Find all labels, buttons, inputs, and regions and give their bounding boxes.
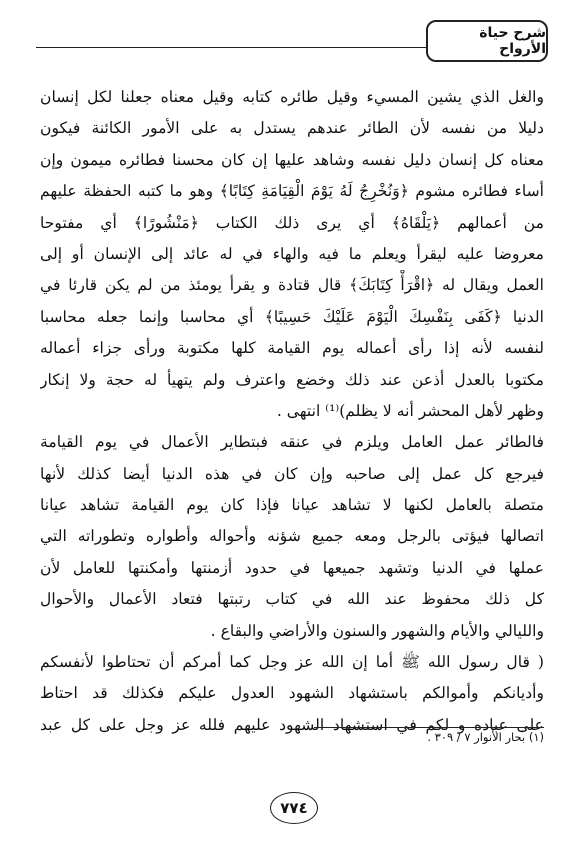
text-line: من أعمالهم ﴿يَلْقَاهُ﴾ أي يرى ذلك الكتاب ﴿مَنْشُورًا﴾ أي مفتوحا [40,213,544,232]
text-line: وظهر لأهل المحشر أنه لا يظلم)⁽¹⁾ انتهى . [276,401,544,420]
text-line: وأديانكم وأموالكم باستشهاد الشهود العدول عليكم فكذلك قد احتاط [40,684,544,703]
text-line: فيرجع كل عمل إلى صاحبه وإن كان في هذه الدنيا أيضا كذلك لأنها [40,464,544,483]
footnote: (١) بحار الأنوار ٧ / ٣٠٩ . [427,730,544,744]
text-line: متصلة بالعامل لكنها لا تشاهد عيانا فإذا كان يوم القيامة تشاهد عيانا [40,496,544,515]
text-line: على عباده و لكم في استشهاد الشهود عليهم فلله عز وجل على كل عبد [40,715,544,734]
text-line: عملها في الدنيا وتشهد جميعها في حدود أزمنتها وأمكنتها للعامل لأن [40,558,544,577]
text-line: والغل الذي يشين المسيء وقيل طائره كتابه وقيل معناه جعلنا لكل إنسان [40,88,544,106]
running-header [426,20,548,62]
page-number [270,792,318,824]
body-text [40,82,544,741]
text-line: اتصالها فيؤتى بالرجل ومعه جميع شؤنه وأحواله وأطواره وتطوراته التي [40,527,544,546]
text-line: أساء فطائره مشوم ﴿وَنُخْرِجُ لَهُ يَوْمَ الْقِيَامَةِ كِتَابًا﴾ وهو ما كتبه الحفظة عليهم [40,182,544,201]
text-line: لنفسه لأنه إذا رأى أعماله يوم القيامة كلها مكتوبة ورأى جزاء أعماله [40,339,544,358]
footnote-rule [314,727,544,728]
book-title: شرح حياة الأرواح [479,25,546,57]
text-line: مكتوبا بالعدل أذعن عند ذلك وخضع واعترف ولم يتهيأ له حجة ولا إنكار [40,370,544,389]
text-line: دليلا من نفسه لأن الطائر عندهم يستدل به على الأمور الكائنة فيكون [40,119,544,138]
text-line: والليالي والأيام والشهور والسنون والأراضي والبقاع . [210,621,544,640]
text-line: الدنيا ﴿كَفَى بِنَفْسِكَ الْيَوْمَ عَلَيْكَ حَسِيبًا﴾ أي محاسبا وإنما جعله محاسبا [40,307,544,326]
text-line: ( قال رسول الله ﷺ أما إن الله عز وجل كما أمركم أن تحتاطوا لأنفسكم [40,653,544,672]
page-number-text: ٧٧٤ [280,799,308,817]
text-line: معروضا عليه ليقرأ ويعلم ما فيه والهاء في له عائد إلى الإنسان أو إلى [40,244,544,263]
text-line: العمل ويقال له ﴿اقْرَأْ كِتَابَكَ﴾ قال قتادة و يقرأ يومئذ من لم يكن قارئا في [40,276,544,295]
text-line: فالطائر عمل العامل ويلزم في عنقه فبتطاير الأعمال في يوم القيامة [40,433,544,452]
text-line: كل ذلك محفوظ عند الله في كتاب رتبتها فتعاد الأعمال والأحوال [40,590,544,609]
text-line: معناه كل إنسان دليل نفسه وشاهد عليها إن كان محسنا فطائره ميمون وإن [40,150,544,169]
header-rule [36,47,430,48]
